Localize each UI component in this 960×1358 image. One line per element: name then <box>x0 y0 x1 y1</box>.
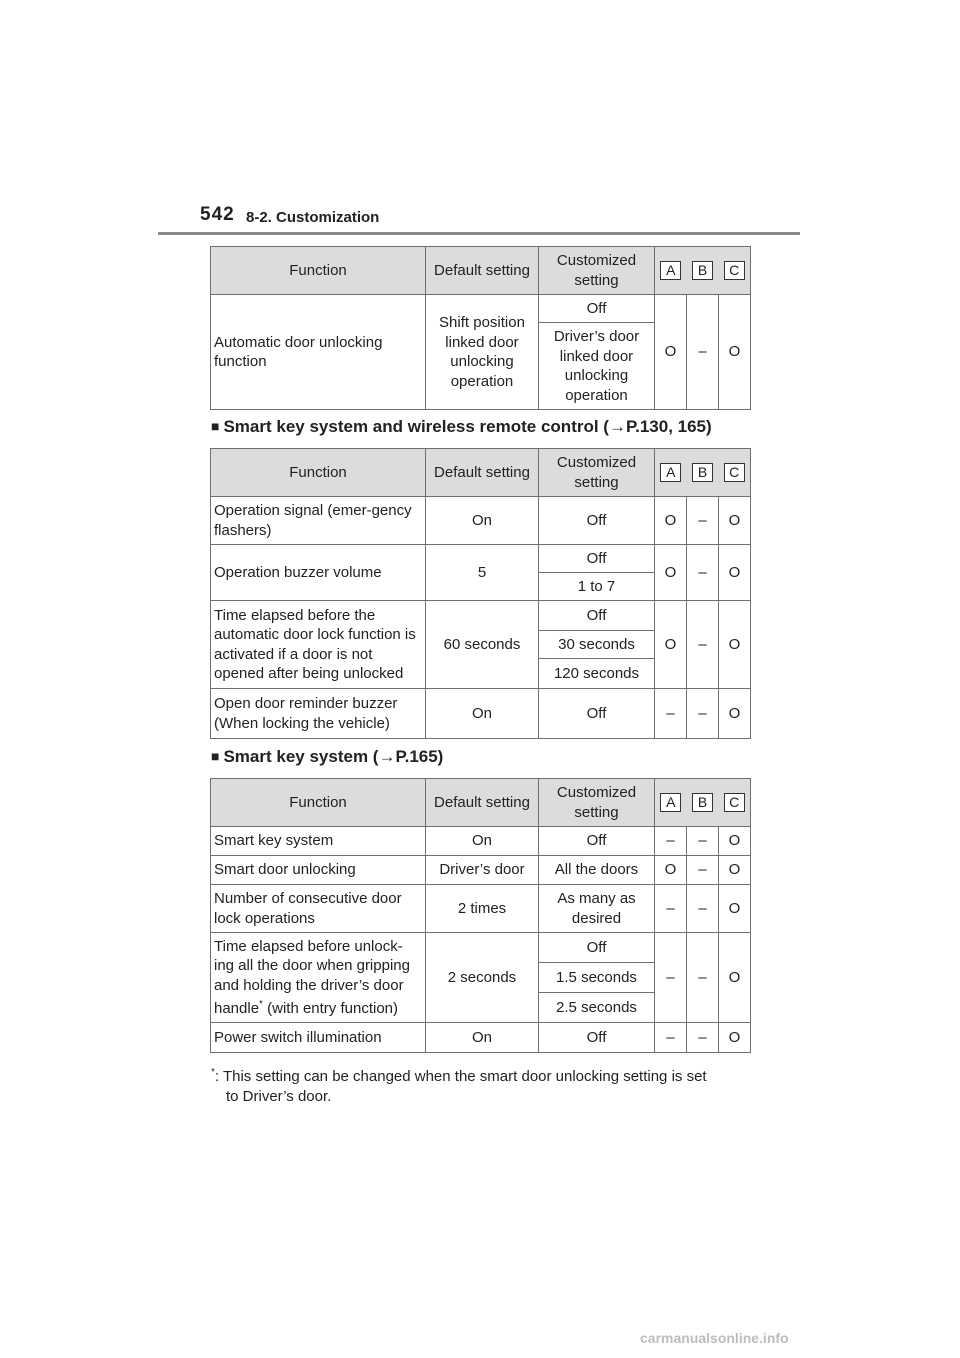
custom-cell: Off <box>539 497 655 545</box>
custom-cell: Off <box>539 689 655 739</box>
custom-option-cell: 1.5 seconds <box>539 963 655 993</box>
value-b-cell: – <box>687 545 719 601</box>
value-b-cell: – <box>687 1023 719 1053</box>
footnote <box>211 1063 756 1106</box>
default-cell: 5 <box>426 545 539 601</box>
value-a-cell: O <box>655 545 687 601</box>
square-bullet-icon: ■ <box>211 748 220 764</box>
value-b-cell: – <box>687 601 719 689</box>
default-cell: Shift position linked door unlocking operation <box>426 295 539 410</box>
table-smart-key-and-remote <box>210 448 751 739</box>
header-default-setting: Default setting <box>426 779 539 827</box>
table-automatic-door-unlocking <box>210 246 751 410</box>
value-a-cell: O <box>655 856 687 885</box>
footnote-text: : This setting can be changed when the smart door unlocking setting is set <box>214 1068 707 1085</box>
square-bullet-icon: ■ <box>211 418 220 434</box>
value-a-cell: O <box>655 295 687 410</box>
default-cell: Driver’s door <box>426 856 539 885</box>
column-c-badge: C <box>724 793 745 812</box>
subheading-smart-key-system: ■ Smart key system (→P.165) <box>211 747 444 766</box>
header-customized-setting: Customized setting <box>539 247 655 295</box>
table-row <box>211 601 751 631</box>
default-cell: On <box>426 689 539 739</box>
function-cell: Smart key system <box>211 827 426 856</box>
page-number: 542 <box>200 204 235 225</box>
function-cell: Automatic door unlocking function <box>211 295 426 410</box>
custom-option-cell: Off <box>539 295 655 323</box>
table-row <box>211 885 751 933</box>
header-function: Function <box>211 247 426 295</box>
table-row <box>211 545 751 573</box>
header-abc <box>655 779 751 827</box>
header-default-setting: Default setting <box>426 247 539 295</box>
table-smart-key-system <box>210 778 751 1053</box>
default-cell: On <box>426 497 539 545</box>
value-c-cell: O <box>719 689 751 739</box>
function-cell: Power switch illumination <box>211 1023 426 1053</box>
subheading-smart-key-and-remote: ■ Smart key system and wireless remote control (→P.130, 165) <box>211 417 712 436</box>
value-b-cell: – <box>687 689 719 739</box>
column-b-badge: B <box>692 463 713 482</box>
column-b-badge: B <box>692 261 713 280</box>
header-customized-setting: Customized setting <box>539 779 655 827</box>
watermark: carmanualsonline.info <box>640 1330 789 1346</box>
table-row <box>211 689 751 739</box>
value-b-cell: – <box>687 933 719 1023</box>
value-b-cell: – <box>687 295 719 410</box>
function-cell: Operation buzzer volume <box>211 545 426 601</box>
header-abc <box>655 247 751 295</box>
custom-option-cell: Driver’s door linked door unlocking operation <box>539 323 655 410</box>
default-cell: 60 seconds <box>426 601 539 689</box>
custom-option-cell: 120 seconds <box>539 659 655 689</box>
value-a-cell: O <box>655 601 687 689</box>
custom-option-cell: Off <box>539 933 655 963</box>
value-b-cell: – <box>687 885 719 933</box>
header-function: Function <box>211 779 426 827</box>
value-b-cell: – <box>687 856 719 885</box>
table-row <box>211 1023 751 1053</box>
column-a-badge: A <box>660 261 681 280</box>
value-a-cell: O <box>655 497 687 545</box>
default-cell: On <box>426 1023 539 1053</box>
header-rule <box>158 232 800 235</box>
custom-option-cell: Off <box>539 601 655 631</box>
header-function: Function <box>211 449 426 497</box>
custom-cell: All the doors <box>539 856 655 885</box>
value-b-cell: – <box>687 827 719 856</box>
column-a-badge: A <box>660 793 681 812</box>
table-row <box>211 856 751 885</box>
value-a-cell: – <box>655 827 687 856</box>
header-default-setting: Default setting <box>426 449 539 497</box>
function-cell: Time elapsed before the automatic door lock function is activated if a door is not opened after being unlocked <box>211 601 426 689</box>
default-cell: On <box>426 827 539 856</box>
header-customized-setting: Customized setting <box>539 449 655 497</box>
table-row <box>211 295 751 323</box>
section-title: 8-2. Customization <box>246 209 380 226</box>
page-header <box>200 204 800 234</box>
function-cell: Number of consecutive door lock operations <box>211 885 426 933</box>
value-a-cell: – <box>655 1023 687 1053</box>
default-cell: 2 times <box>426 885 539 933</box>
value-c-cell: O <box>719 1023 751 1053</box>
value-c-cell: O <box>719 497 751 545</box>
value-c-cell: O <box>719 545 751 601</box>
value-c-cell: O <box>719 827 751 856</box>
column-c-badge: C <box>724 463 745 482</box>
function-cell: Open door reminder buzzer (When locking the vehicle) <box>211 689 426 739</box>
value-c-cell: O <box>719 856 751 885</box>
column-c-badge: C <box>724 261 745 280</box>
value-a-cell: – <box>655 885 687 933</box>
value-a-cell: – <box>655 689 687 739</box>
custom-cell: As many as desired <box>539 885 655 933</box>
custom-cell: Off <box>539 1023 655 1053</box>
custom-option-cell: 2.5 seconds <box>539 993 655 1023</box>
value-c-cell: O <box>719 885 751 933</box>
value-b-cell: – <box>687 497 719 545</box>
column-b-badge: B <box>692 793 713 812</box>
function-cell: Smart door unlocking <box>211 856 426 885</box>
custom-option-cell: 30 seconds <box>539 631 655 659</box>
footnote-text-continued: to Driver’s door. <box>226 1087 332 1105</box>
table-row <box>211 497 751 545</box>
custom-option-cell: Off <box>539 545 655 573</box>
custom-cell: Off <box>539 827 655 856</box>
footnote-marker: * <box>211 1067 215 1078</box>
table-row <box>211 933 751 963</box>
value-c-cell: O <box>719 601 751 689</box>
table-row <box>211 827 751 856</box>
value-c-cell: O <box>719 295 751 410</box>
function-cell: Operation signal (emer-gency flashers) <box>211 497 426 545</box>
footnote-marker: * <box>259 999 263 1010</box>
value-c-cell: O <box>719 933 751 1023</box>
value-a-cell: – <box>655 933 687 1023</box>
header-abc <box>655 449 751 497</box>
column-a-badge: A <box>660 463 681 482</box>
function-cell: Time elapsed before unlock-ing all the door when gripping and holding the driver’s door handle* (with entry function) <box>211 933 426 1023</box>
default-cell: 2 seconds <box>426 933 539 1023</box>
custom-option-cell: 1 to 7 <box>539 573 655 601</box>
